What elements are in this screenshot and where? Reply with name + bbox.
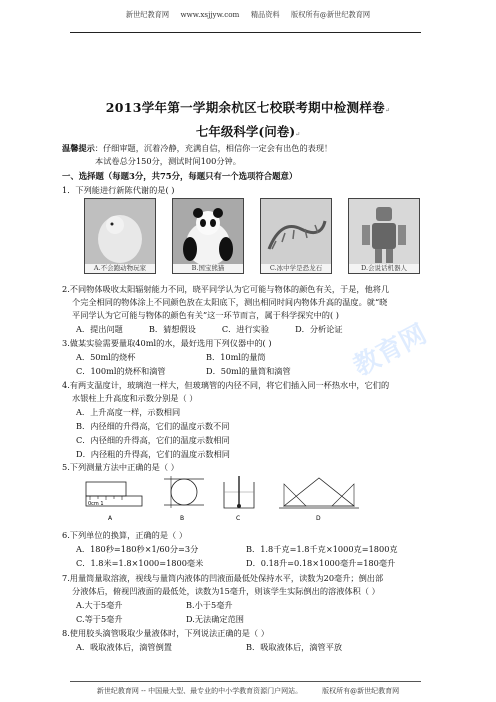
panda-image-icon bbox=[173, 199, 243, 273]
notice-line1 bbox=[62, 143, 332, 154]
q2-line1: 2.不同物体吸收太阳辐射能力不同，晓平同学认为它可能与物体的颜色有关，于是，他将几 bbox=[62, 284, 390, 294]
watermark: 教育网 bbox=[348, 319, 432, 383]
q7-option-b: B.小于5毫升 bbox=[186, 600, 233, 610]
q5-diagram-d bbox=[279, 478, 359, 522]
q3-option-b: B．10ml的量筒 bbox=[206, 352, 266, 362]
q2-options: A．提出问题 B．猜想假设 C．进行实验 D．分析论证 bbox=[76, 324, 343, 334]
exam-title: 2013学年第一学期余杭区七校联考期中检测样卷↵ bbox=[105, 100, 391, 115]
q5-stem: 5.下列测量方法中正确的是（ ） bbox=[62, 462, 179, 472]
q4-line2: 水银柱上升高度和示数分别是（ ） bbox=[72, 393, 198, 403]
q4-line1: 4.有两支温度计，玻璃泡一样大，但玻璃管的内径不同，将它们插入同一杯热水中，它们的 bbox=[62, 380, 390, 390]
q1-caption-c: C.冰中学是恐龙石 bbox=[261, 264, 331, 273]
q5-ruler-label: 0cm 1 bbox=[88, 501, 104, 507]
exam-title-text: 2013学年第一学期余杭区七校联考期中检测样卷 bbox=[105, 100, 385, 115]
q5-diagram-a bbox=[86, 482, 142, 522]
q1-photo-b bbox=[172, 198, 244, 274]
header-copyright: 版权所有@新世纪教育网 bbox=[291, 10, 371, 19]
section-heading: 一、选择题（每题3分，共75分，每题只有一个选项符合题意） bbox=[62, 171, 298, 181]
q5-label-c: C bbox=[236, 515, 241, 522]
header-site: 新世纪教育网 bbox=[125, 10, 170, 19]
q7-option-d: D.无法确定范围 bbox=[186, 614, 244, 624]
q5-diagram-b bbox=[164, 476, 204, 522]
q8-stem: 8.使用胶头滴管吸取少量液体时，下列说法正确的是（ ） bbox=[62, 628, 269, 638]
q7-line2: 分液体后，俯视凹液面的最低处，读数为15毫升，则该学生实际倒出的溶液体积（ ） bbox=[72, 586, 380, 596]
q6-option-b: B．1.8千克=1.8千克×1000克=1800克 bbox=[246, 544, 398, 554]
q3-option-c: C．100ml的烧杯和滴管 bbox=[76, 366, 166, 376]
q6-option-a: A．180秒=180秒×1/60分=3分 bbox=[76, 544, 199, 554]
q1-caption-b: B.国宝熊猫 bbox=[173, 264, 243, 273]
q1-stem: 1．下列能进行新陈代谢的是( ) bbox=[62, 185, 175, 195]
notice-text: ：仔细审题，沉着冷静，充满自信，相信你一定会有出色的表现！ bbox=[94, 143, 333, 153]
notice-label: 温馨提示 bbox=[62, 143, 95, 153]
q5-label-a: A bbox=[108, 515, 113, 522]
q4-option-a: A．上升高度一样，示数相同 bbox=[76, 407, 181, 417]
q8-option-b: B．吸取液体后，滴管平放 bbox=[246, 642, 343, 652]
q7-option-a: A.大于5毫升 bbox=[76, 600, 123, 610]
q2-line3: 平同学认为它可能与物体的颜色有关”这一环节而言，属于科学探究中的( ) bbox=[72, 310, 339, 320]
q5-label-b: B bbox=[180, 515, 185, 522]
q3-stem: 3.做某实验需要量取40ml的水，最好选用下列仪器中的( ) bbox=[62, 338, 272, 348]
q1-caption-a: A.不会跑动物玩家 bbox=[85, 264, 155, 273]
q1-photo-d bbox=[348, 198, 420, 274]
q6-option-d: D．0.18升=0.18×1000毫升=180毫升 bbox=[246, 558, 396, 568]
q3-option-d: D．50ml的量筒和滴管 bbox=[206, 366, 291, 376]
bear-image-icon bbox=[85, 199, 155, 273]
q7-line1: 7.用量筒量取溶液，视线与量筒内液体的凹液面最低处保持水平，读数为20毫升；倒出部 bbox=[62, 573, 384, 583]
q4-option-b: B．内径细的升得高，它们的温度示数不同 bbox=[76, 421, 230, 431]
exam-subtitle-text: 七年级科学(问卷) bbox=[195, 124, 296, 139]
q5-diagram-c bbox=[224, 476, 254, 522]
q1-photo-c bbox=[260, 198, 332, 274]
page-footer: 新世纪教育网 -- 中国最大型、最专业的中小学教育资源门户网站。 版权所有@新世纪教育网 bbox=[96, 687, 400, 695]
header-url[interactable]: www.xsjjyw.com bbox=[180, 10, 240, 19]
q7-option-c: C.等于5毫升 bbox=[76, 614, 123, 624]
q8-option-a: A．吸取液体后，滴管倒置 bbox=[76, 642, 172, 652]
notice-line2: 本试卷总分150分，测试时间100分钟。 bbox=[95, 156, 241, 166]
q6-option-c: C．1.8米=1.8×1000=1800毫米 bbox=[76, 558, 204, 568]
fossil-image-icon bbox=[261, 199, 331, 273]
q2-line2: 个完全相同的物体涂上不同颜色放在太阳底下，测出相同时间内物体升高的温度。就“晓 bbox=[72, 297, 388, 307]
q5-label-d: D bbox=[316, 515, 321, 522]
q1-photo-a bbox=[84, 198, 156, 274]
q6-stem: 6.下列单位的换算，正确的是（ ） bbox=[62, 530, 188, 540]
header-mid: 精品资料 bbox=[250, 10, 280, 19]
exam-subtitle: 七年级科学(问卷)↵ bbox=[195, 124, 301, 139]
footer-rule bbox=[70, 681, 421, 682]
q3-option-a: A．50ml的烧杯 bbox=[76, 352, 136, 362]
header-rule bbox=[70, 32, 421, 33]
q4-option-d: D．内径粗的升得高，它们的温度示数相同 bbox=[76, 449, 230, 459]
q4-option-c: C．内径细的升得高，它们的温度示数相同 bbox=[76, 435, 230, 445]
q5-diagrams bbox=[84, 476, 394, 524]
q1-caption-d: D.会说话机器人 bbox=[349, 264, 419, 273]
page-header bbox=[0, 10, 496, 20]
robot-image-icon bbox=[349, 199, 419, 273]
